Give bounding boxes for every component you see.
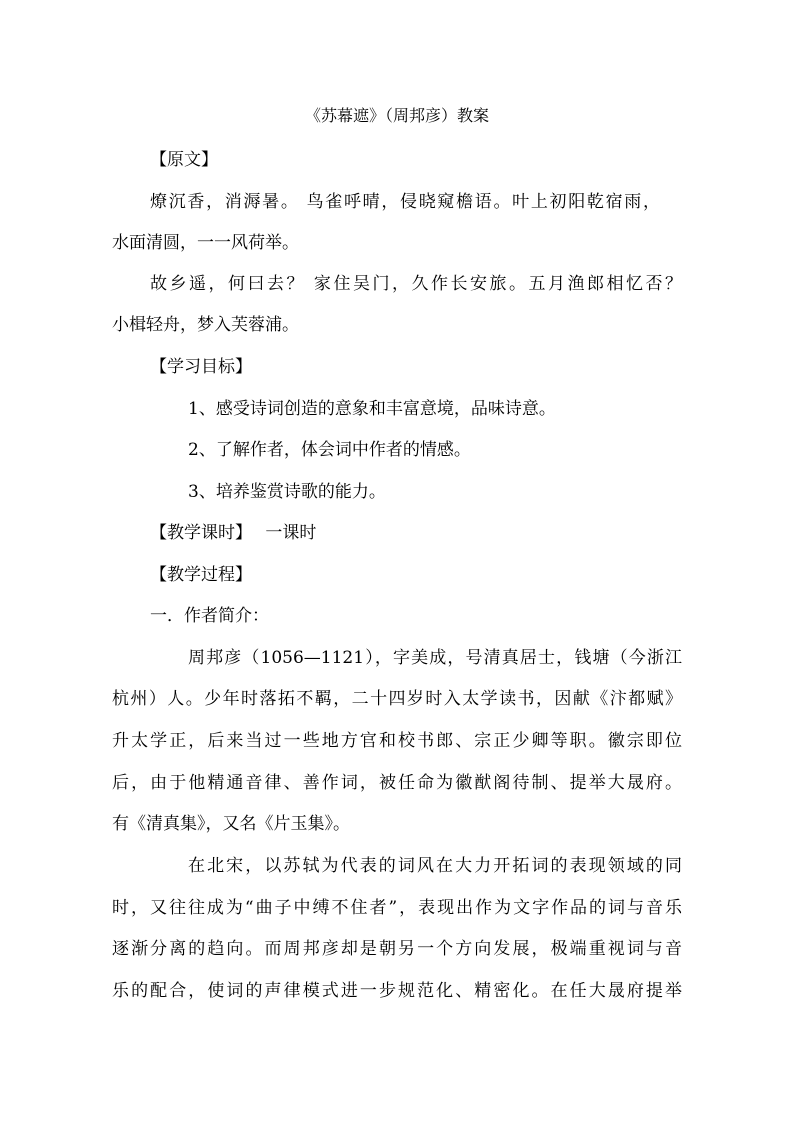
document-title: 《苏幕遮》（周邦彦）教案 [304,106,489,125]
original-heading: 【原文】 [150,150,218,170]
period-label: 【教学课时】 [150,523,252,543]
analysis-line-1: 在北宋，以苏轼为代表的词风在大力开拓词的表现领域的同 [188,856,682,876]
poem-stanza2-line2: 小楫轻舟，梦入芙蓉浦。 [112,315,299,335]
goal-item-2: 2、了解作者，体会词中作者的情感。 [188,440,471,460]
period-heading [150,521,316,545]
poem-stanza1-line1: 燎沉香，消溽暑。 鸟雀呼晴，侵晓窥檐语。叶上初阳乾宿雨， [150,192,660,212]
bio-line-3: 升太学正，后来当过一些地方官和校书郎、宗正少卿等职。徽宗即位 [112,731,682,751]
goals-heading: 【学习目标】 [150,357,252,377]
analysis-line-4: 乐的配合，使词的声律模式进一步规范化、精密化。在任大晟府提举 [112,981,682,1001]
bio-line-4: 后，由于他精通音律、善作词，被任命为徽猷阁待制、提举大晟府。 [112,773,682,793]
part1-heading: 一．作者简介： [150,606,269,626]
period-value: 一课时 [265,523,317,543]
bio-line-2: 杭州）人。少年时落拓不羁，二十四岁时入太学读书，因献《汴都赋》 [112,689,682,709]
poem-stanza2-line1: 故乡遥，何曰去？ 家住吴门，久作长安旅。五月渔郎相忆否？ [150,274,682,294]
analysis-line-3: 逐渐分离的趋向。而周邦彦却是朝另一个方向发展，极端重视词与音 [112,939,682,959]
bio-line-5: 有《清真集》，又名《片玉集》。 [112,814,350,834]
goal-item-1: 1、感受诗词创造的意象和丰富意境，品味诗意。 [188,399,556,419]
poem-stanza1-line2: 水面清圆，一一风荷举。 [112,233,299,253]
bio-line-1: 周邦彦（1056—1121），字美成，号清真居士，钱塘（今浙江 [188,648,682,668]
process-heading: 【教学过程】 [150,565,252,585]
analysis-line-2: 时，又往往成为“曲子中缚不住者”，表现出作为文字作品的词与音乐 [112,898,682,918]
goal-item-3: 3、培养鉴赏诗歌的能力。 [188,482,386,502]
